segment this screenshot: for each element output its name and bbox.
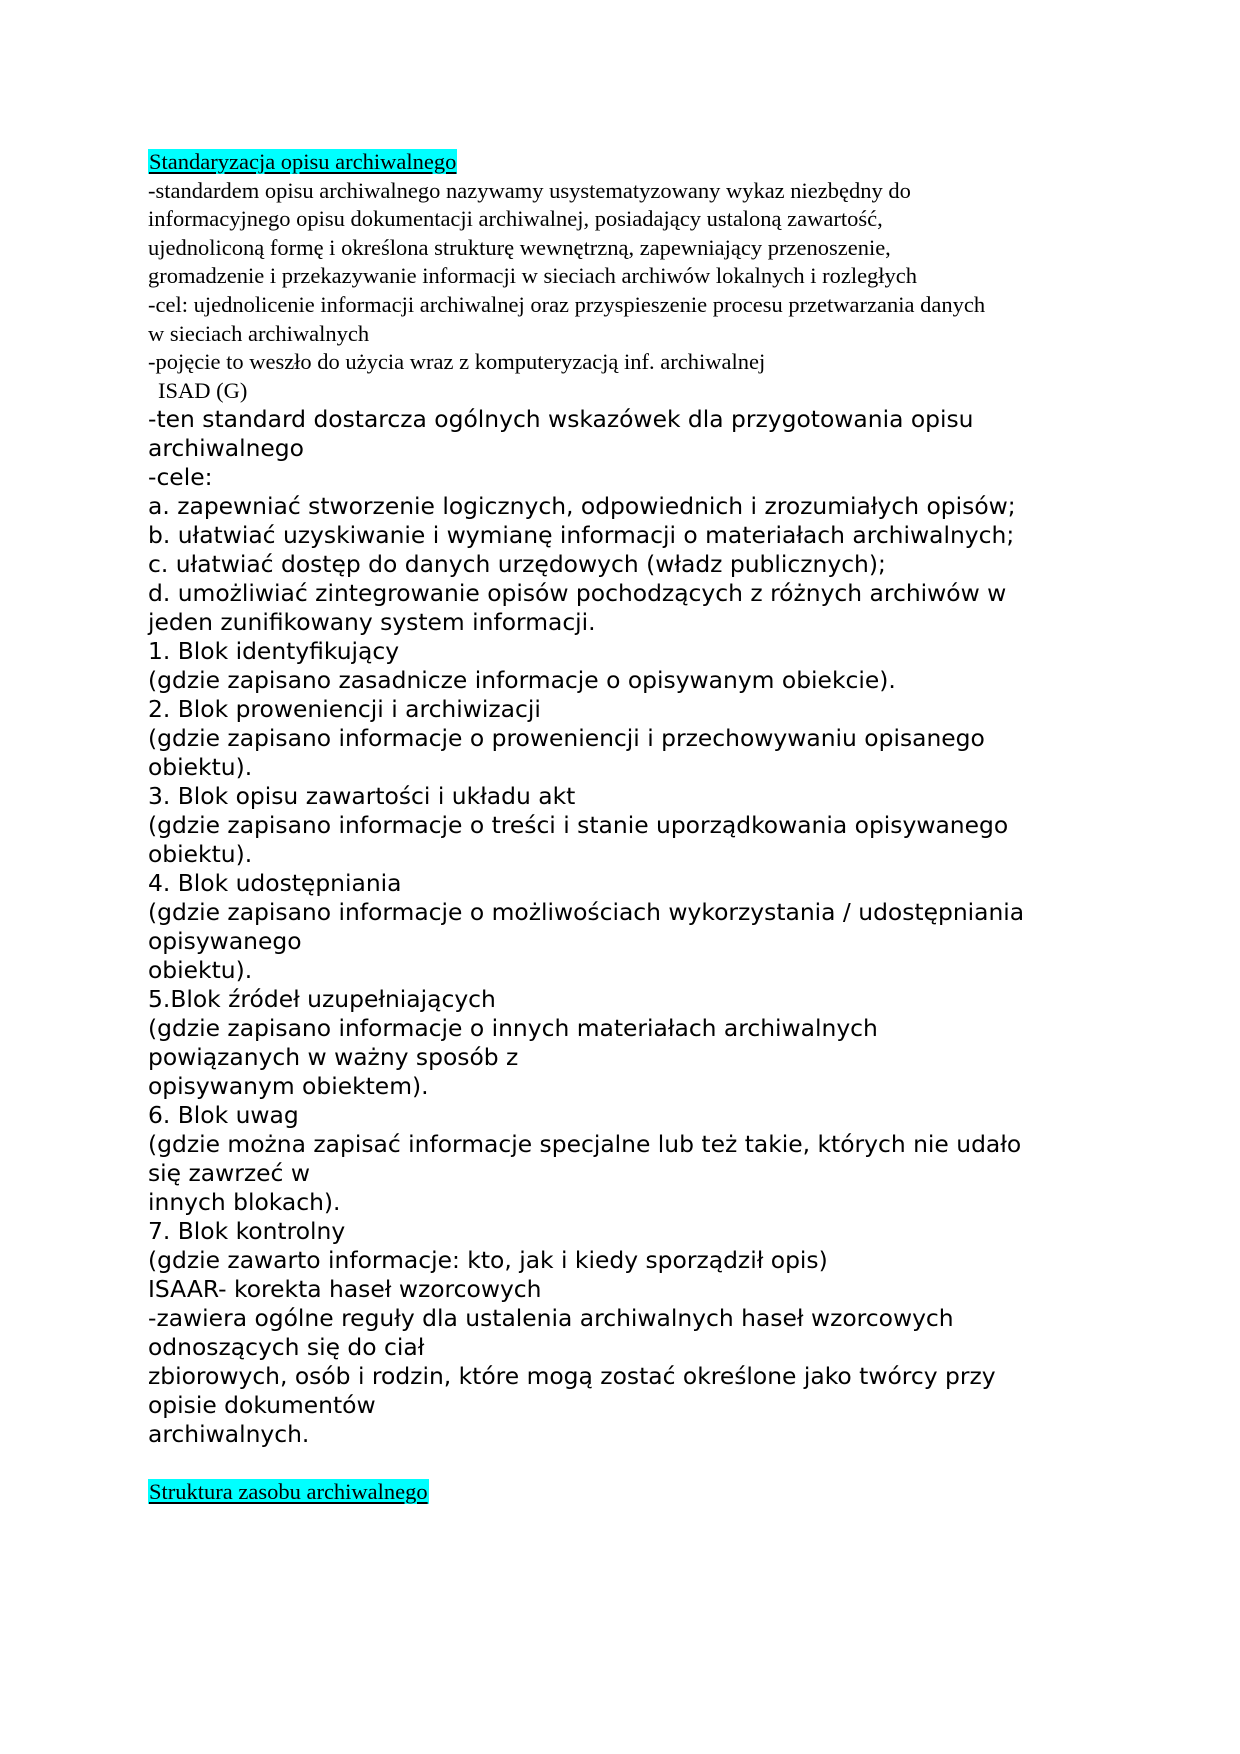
text-line: (gdzie zapisano zasadnicze informacje o opisywanym obiekcie). <box>148 666 896 695</box>
text-line: obiektu). <box>148 753 253 782</box>
list-item: a. zapewniać stworzenie logicznych, odpowiednich i zrozumiałych opisów; <box>148 492 1016 521</box>
text-line: w sieciach archiwalnych <box>148 320 370 346</box>
text-line: (gdzie zawarto informacje: kto, jak i kiedy sporządził opis) <box>148 1246 828 1275</box>
heading-highlight: Struktura zasobu archiwalnego <box>149 1479 428 1505</box>
text-line: -pojęcie to weszło do użycia wraz z komputeryzacją inf. archiwalnej <box>148 349 766 375</box>
block-title: 5.Blok źródeł uzupełniających <box>148 985 496 1014</box>
text-line: (gdzie można zapisać informacje specjalne lub też takie, których nie udało <box>148 1130 1022 1159</box>
text-line: (gdzie zapisano informacje o innych materiałach archiwalnych <box>148 1014 878 1043</box>
text-line: -cele: <box>148 463 213 492</box>
list-item: c. ułatwiać dostęp do danych urzędowych (władz publicznych); <box>148 550 886 579</box>
text-line: archiwalnego <box>148 434 304 463</box>
block-title: 4. Blok udostępniania <box>148 869 402 898</box>
text-line: innych blokach). <box>148 1188 341 1217</box>
text-line: opisywanym obiektem). <box>148 1072 429 1101</box>
text-line: ujednoliconą formę i określona strukturę wewnętrzną, zapewniający przenoszenie, <box>148 234 891 260</box>
text-line: -zawiera ogólne reguły dla ustalenia archiwalnych haseł wzorcowych <box>148 1304 954 1333</box>
isad-section <box>148 405 1093 1449</box>
isad-label: ISAD (G) <box>158 377 248 403</box>
text-line: gromadzenie i przekazywanie informacji w sieciach archiwów lokalnych i rozległych <box>148 263 918 289</box>
text-line: opisywanego <box>148 927 302 956</box>
text-line: (gdzie zapisano informacje o proweniencji i przechowywaniu opisanego <box>148 724 985 753</box>
block-title: 3. Blok opisu zawartości i układu akt <box>148 782 576 811</box>
list-item: b. ułatwiać uzyskiwanie i wymianę informacji o materiałach archiwalnych; <box>148 521 1015 550</box>
block-title: 7. Blok kontrolny <box>148 1217 346 1246</box>
text-line: (gdzie zapisano informacje o treści i stanie uporządkowania opisywanego <box>148 811 1009 840</box>
block-title: 1. Blok identyfikujący <box>148 637 400 666</box>
text-line: jeden zunifikowany system informacji. <box>148 608 596 637</box>
text-line: (gdzie zapisano informacje o możliwościach wykorzystania / udostępniania <box>148 898 1025 927</box>
heading-highlight: Standaryzacja opisu archiwalnego <box>149 149 457 174</box>
block-title: 2. Blok proweniencji i archiwizacji <box>148 695 541 724</box>
document-body <box>148 148 1093 1507</box>
text-line: archiwalnych. <box>148 1420 310 1449</box>
text-line: się zawrzeć w <box>148 1159 310 1188</box>
text-line: -standardem opisu archiwalnego nazywamy usystematyzowany wykaz niezbędny do <box>148 177 911 203</box>
text-line: obiektu). <box>148 840 253 869</box>
intro-paragraph <box>148 177 1093 377</box>
list-item: d. umożliwiać zintegrowanie opisów pochodzących z różnych archiwów w <box>148 579 1007 608</box>
text-line: ISAAR- korekta haseł wzorcowych <box>148 1275 542 1304</box>
text-line: opisie dokumentów <box>148 1391 376 1420</box>
section-heading <box>148 1478 1093 1507</box>
text-line: zbiorowych, osób i rodzin, które mogą zostać określone jako twórcy przy <box>148 1362 996 1391</box>
section-heading <box>148 148 1093 177</box>
text-line: obiektu). <box>148 956 253 985</box>
text-line: powiązanych w ważny sposób z <box>148 1043 519 1072</box>
text-line: odnoszących się do ciał <box>148 1333 425 1362</box>
text-line: -cel: ujednolicenie informacji archiwalnej oraz przyspieszenie procesu przetwarzania danych <box>148 291 986 317</box>
blank-line <box>148 1449 1093 1478</box>
text-line: -ten standard dostarcza ogólnych wskazówek dla przygotowania opisu <box>148 405 974 434</box>
text-line: informacyjnego opisu dokumentacji archiwalnej, posiadający ustaloną zawartość, <box>148 206 883 232</box>
block-title: 6. Blok uwag <box>148 1101 299 1130</box>
